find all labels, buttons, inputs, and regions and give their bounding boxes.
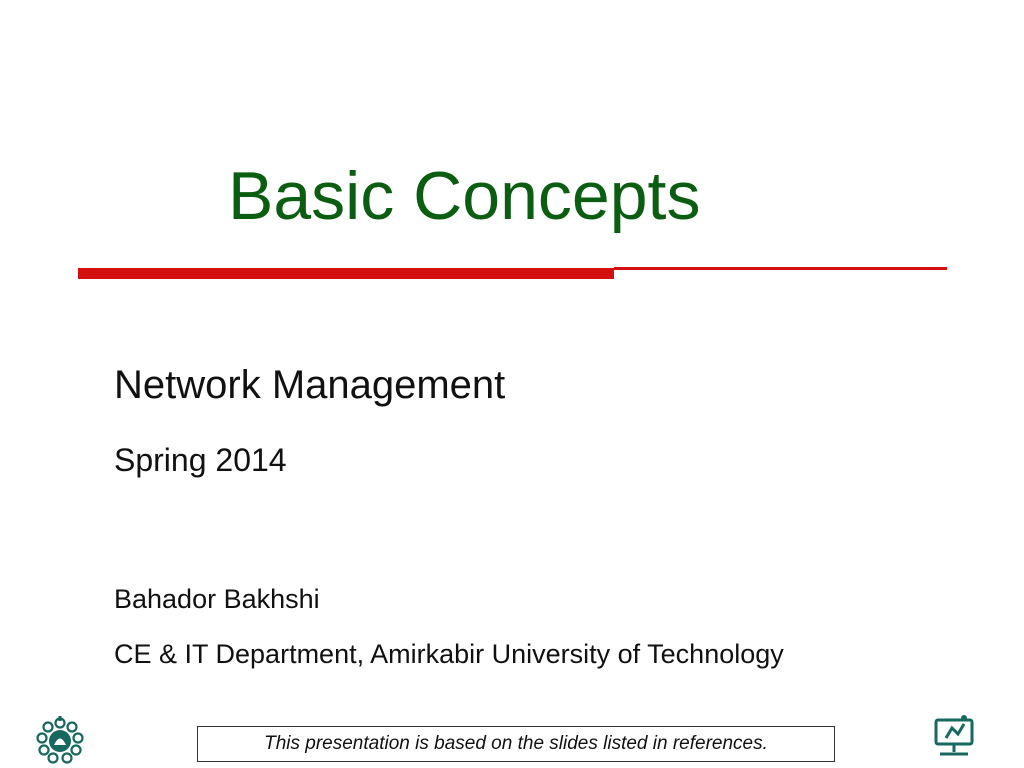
university-seal-icon: [33, 712, 87, 766]
slide-title: Basic Concepts: [228, 158, 701, 234]
references-note: This presentation is based on the slides listed in references.: [197, 726, 835, 762]
computer-department-icon: [930, 712, 978, 760]
title-rule-thick: [78, 268, 614, 279]
term: Spring 2014: [114, 442, 287, 478]
author-name: Bahador Bakhshi: [114, 584, 320, 614]
department: CE & IT Department, Amirkabir University of Technology: [114, 639, 784, 669]
course-name: Network Management: [114, 363, 506, 407]
title-rule-thin: [614, 267, 947, 270]
